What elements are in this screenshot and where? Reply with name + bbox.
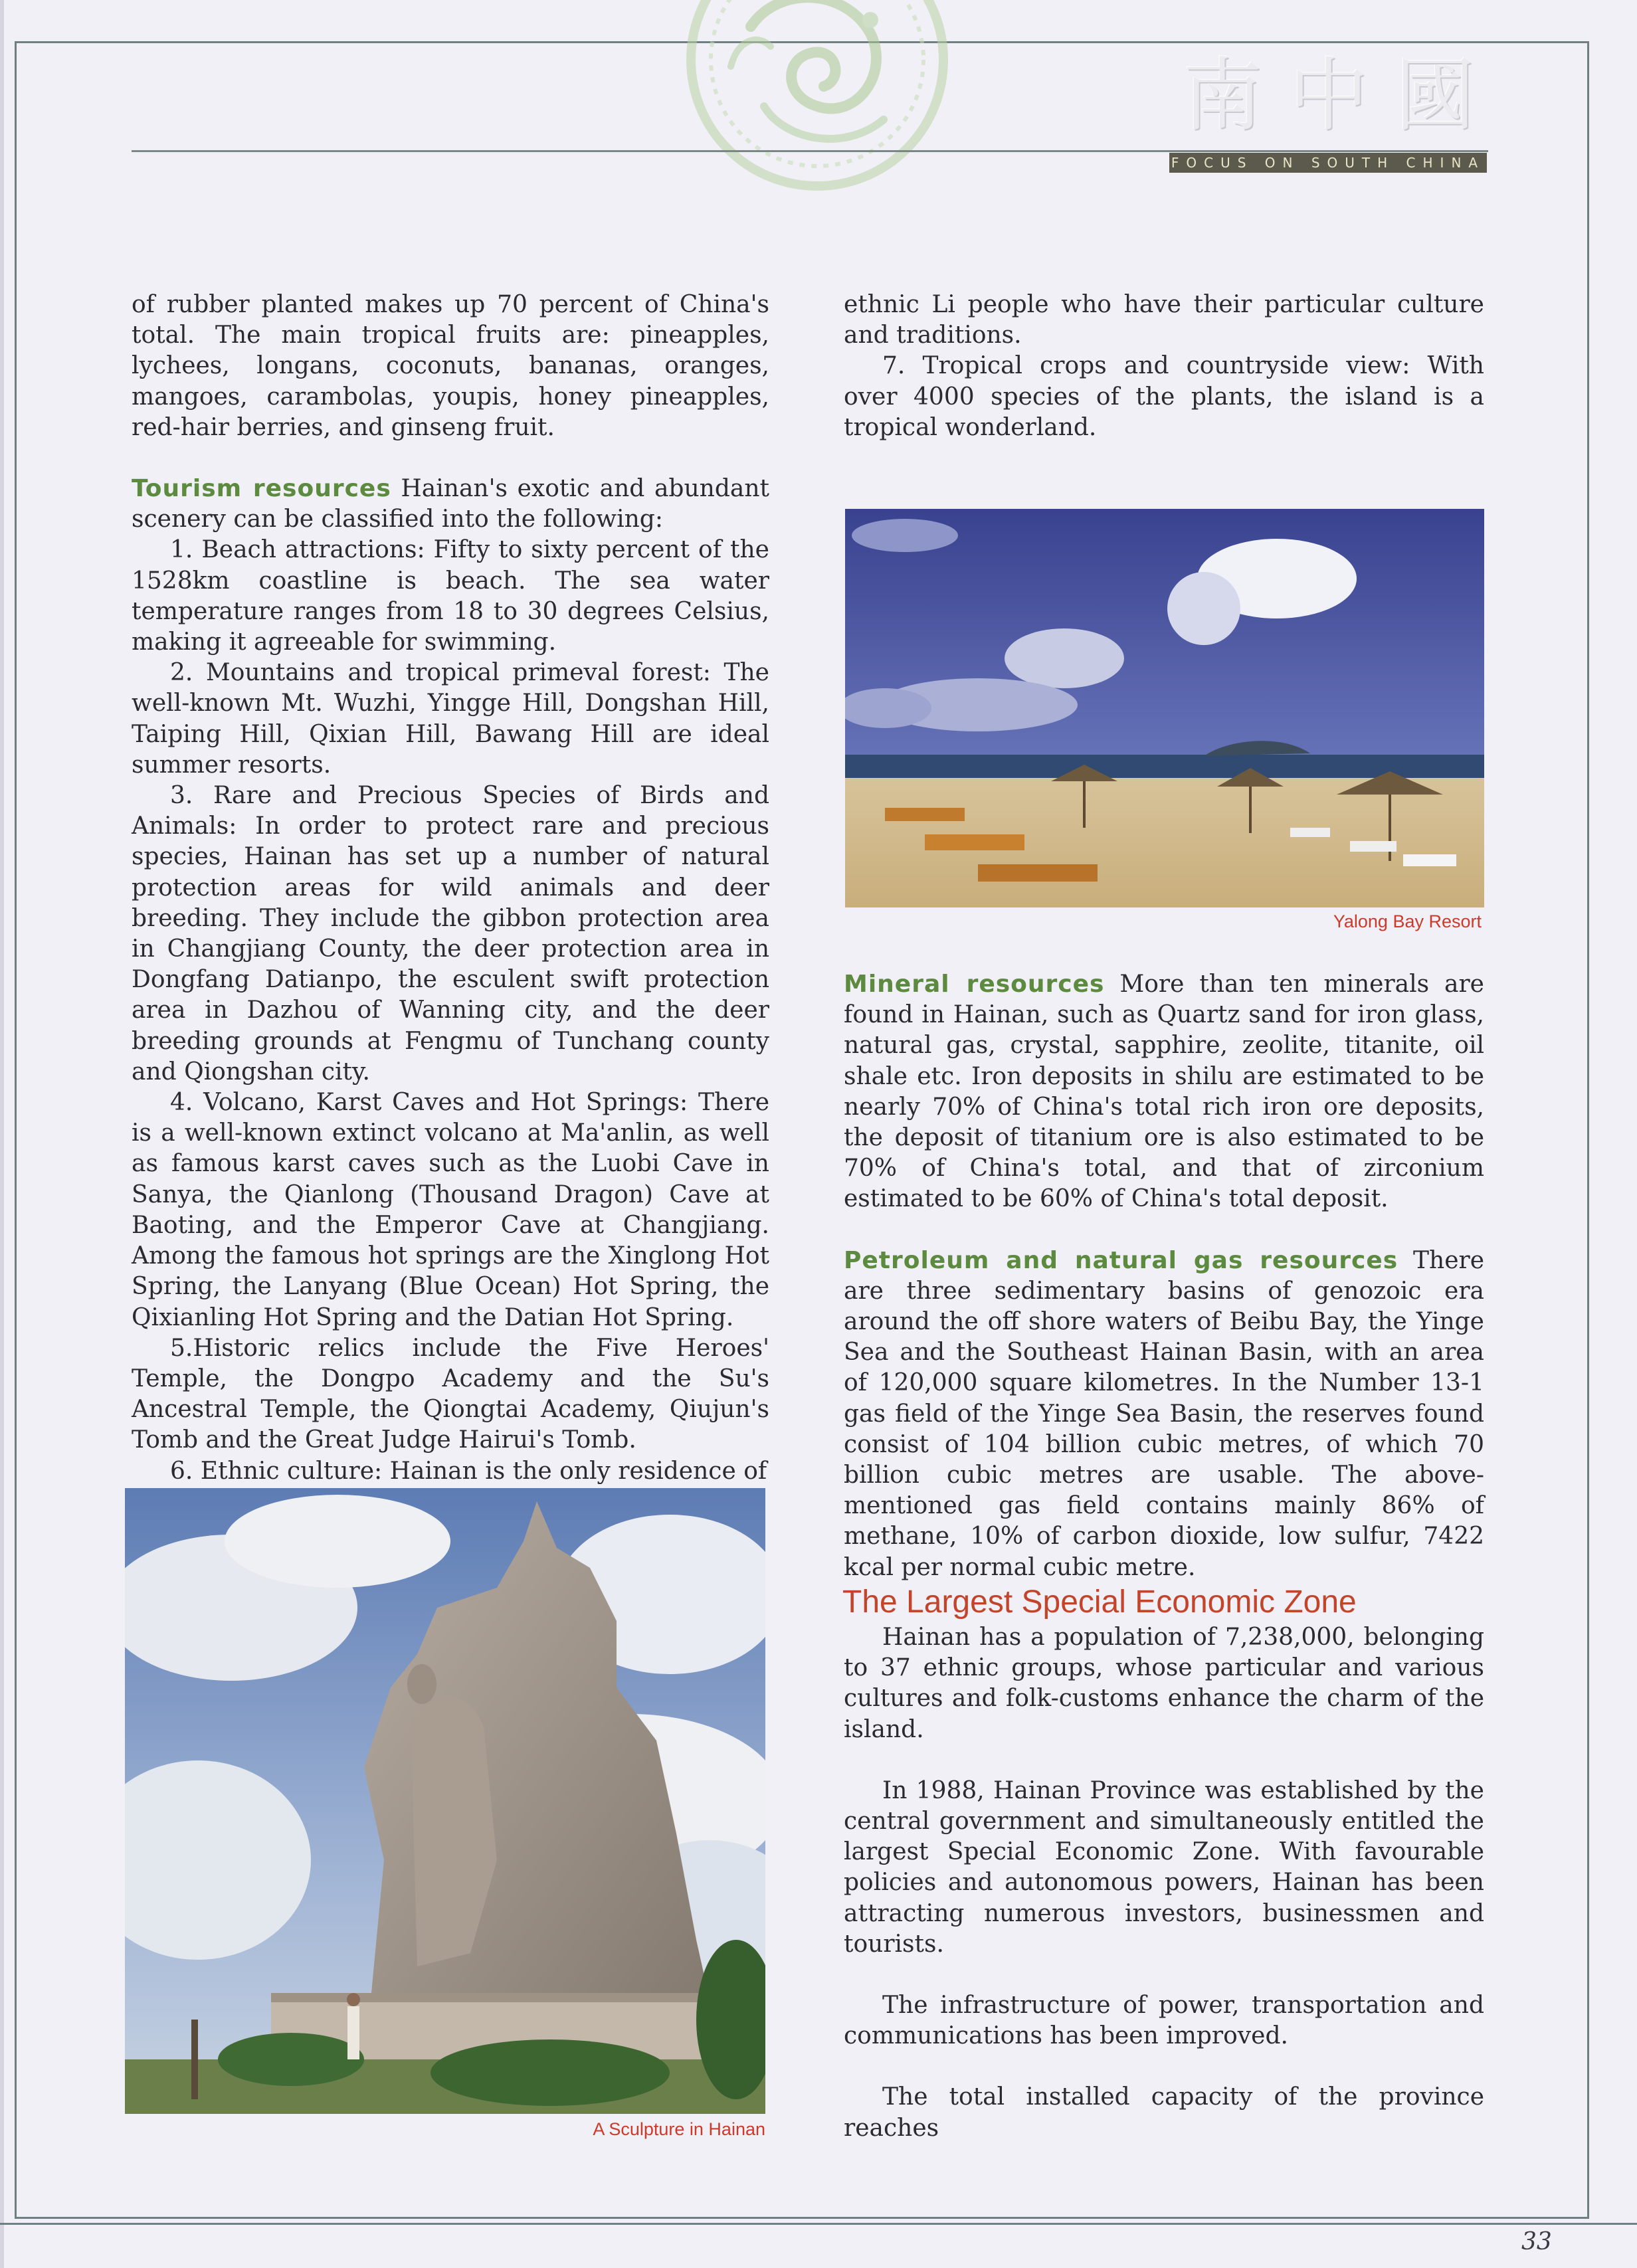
focus-label: FOCUS ON SOUTH CHINA bbox=[1169, 153, 1487, 173]
zone-paragraph-4: The total installed capacity of the province reaches bbox=[844, 2083, 1484, 2142]
list-item-beach: 1. Beach attractions: Fifty to sixty percent of the 1528km coastline is beach. The sea water temperature ranges from 18 to 30 degrees Celsius, making it agreeable for swimming. bbox=[132, 536, 769, 656]
zone-paragraph-3: The infrastructure of power, transportation and communications has been improved. bbox=[844, 1992, 1484, 2050]
sculpture-caption: A Sculpture in Hainan bbox=[593, 2119, 765, 2139]
zone-paragraph-2: In 1988, Hainan Province was established by the central government and simultaneously entitled the largest Special Economic Zone. With favourable policies and autonomous powers, Hainan has been attracting numerous investors, businessmen and tourists. bbox=[844, 1776, 1484, 1958]
mineral-paragraph bbox=[844, 969, 1484, 1215]
intro-paragraph: of rubber planted makes up 70 percent of China's total. The main tropical fruits are: pineapples, lychees, longans, coconuts, bananas, oranges, mangoes, carambolas, youpis, honey pineapples, red-hair berries, and ginseng fruit. bbox=[132, 291, 769, 441]
bottom-rule bbox=[0, 2223, 1637, 2225]
mineral-text: More than ten minerals are found in Hainan, such as Quartz sand for iron glass, natural gas, crystal, sapphire, zeolite, titanite, oil shale etc. Iron deposits in shilu are estimated to be nearly 70% of China's total rich iron ore deposits, the deposit of titanium ore is also estimated to be 70% of China's total, and that of zirconium estimated to be 60% of China's total deposit. bbox=[844, 971, 1484, 1213]
right-column-bottom bbox=[844, 1622, 1484, 2144]
list-item-relics: 5.Historic relics include the Five Heroes' Temple, the Dongpo Academy and the Su's Ancestral Temple, the Qiongtai Academy, Qiujun's Tomb and the Great Judge Hairui's Tomb. bbox=[132, 1334, 769, 1454]
list-item-tropical: 7. Tropical crops and countryside view: With over 4000 species of the plants, the island is a tropical wonderland. bbox=[844, 352, 1484, 441]
tourism-paragraph bbox=[132, 474, 769, 535]
sculpture-photo bbox=[125, 1488, 765, 2114]
right-column-top bbox=[844, 290, 1484, 443]
left-column bbox=[132, 290, 769, 1487]
phoenix-emblem-icon bbox=[671, 0, 963, 193]
page-edge bbox=[0, 0, 4, 2268]
header-rule bbox=[132, 150, 1488, 152]
zone-title: The Largest Special Economic Zone bbox=[842, 1584, 1357, 1620]
yalong-bay-photo bbox=[845, 509, 1484, 907]
list-item-ethnic: 6. Ethnic culture: Hainan is the only residence of bbox=[170, 1457, 767, 1485]
page-number: 33 bbox=[1521, 2228, 1552, 2255]
chinese-title: 南中國 bbox=[1183, 50, 1501, 142]
petroleum-text: There are three sedimentary basins of genozoic era around the off shore waters of Beibu Bay, the Yinge Sea and the Southeast Hainan Basin, with an area of 120,000 square kilometres. In the Number 13-1 gas field of the Yinge Sea Basin, the reserves found consist of 104 billion cubic metres, of which 70 billion cubic metres are usable. The above-mentioned gas field contains mainly 86% of methane, 10% of carbon dioxide, low sulfur, 7422 kcal per normal cubic metre. bbox=[844, 1246, 1485, 1581]
list-item-volcano: 4. Volcano, Karst Caves and Hot Springs: There is a well-known extinct volcano at Ma'anlin, as well as famous karst caves such as the Luobi Cave in Sanya, the Qianlong (Thousand Dragon) Cave at Baoting, and the Emperor Cave at Changjiang. Among the famous hot springs are the Xinglong Hot Spring, the Lanyang (Blue Ocean) Hot Spring, the Qixianling Hot Spring and the Datian Hot Spring. bbox=[132, 1089, 769, 1331]
ethnic-continuation: ethnic Li people who have their particular culture and traditions. bbox=[844, 291, 1484, 349]
tourism-text: Hainan's exotic and abundant scenery can be classified into the following: bbox=[132, 475, 769, 533]
petroleum-heading: Petroleum and natural gas resources bbox=[844, 1246, 1398, 1274]
right-column-middle bbox=[844, 969, 1484, 1583]
mineral-heading: Mineral resources bbox=[844, 971, 1105, 998]
zone-paragraph-1: Hainan has a population of 7,238,000, belonging to 37 ethnic groups, whose particular and various cultures and folk-customs enhance the charm of the island. bbox=[844, 1624, 1484, 1743]
list-item-species: 3. Rare and Precious Species of Birds and Animals: In order to protect rare and precious species, Hainan has set up a number of natural protection areas for wild animals and deer breeding. They include the gibbon protection area in Changjiang County, the deer protection area in Dongfang Datianpo, the esculent swift protection area in Dazhou of Wanning city, and the deer breeding grounds at Fengmu of Tunchang county and Qiongshan city. bbox=[132, 782, 769, 1086]
petroleum-paragraph bbox=[844, 1246, 1484, 1583]
list-item-mountains: 2. Mountains and tropical primeval forest: The well-known Mt. Wuzhi, Yingge Hill, Dongshan Hill, Taiping Hill, Qixian Hill, Bawang Hill are ideal summer resorts. bbox=[132, 659, 769, 779]
yalong-caption: Yalong Bay Resort bbox=[1333, 911, 1482, 931]
tourism-heading: Tourism resources bbox=[132, 475, 391, 503]
